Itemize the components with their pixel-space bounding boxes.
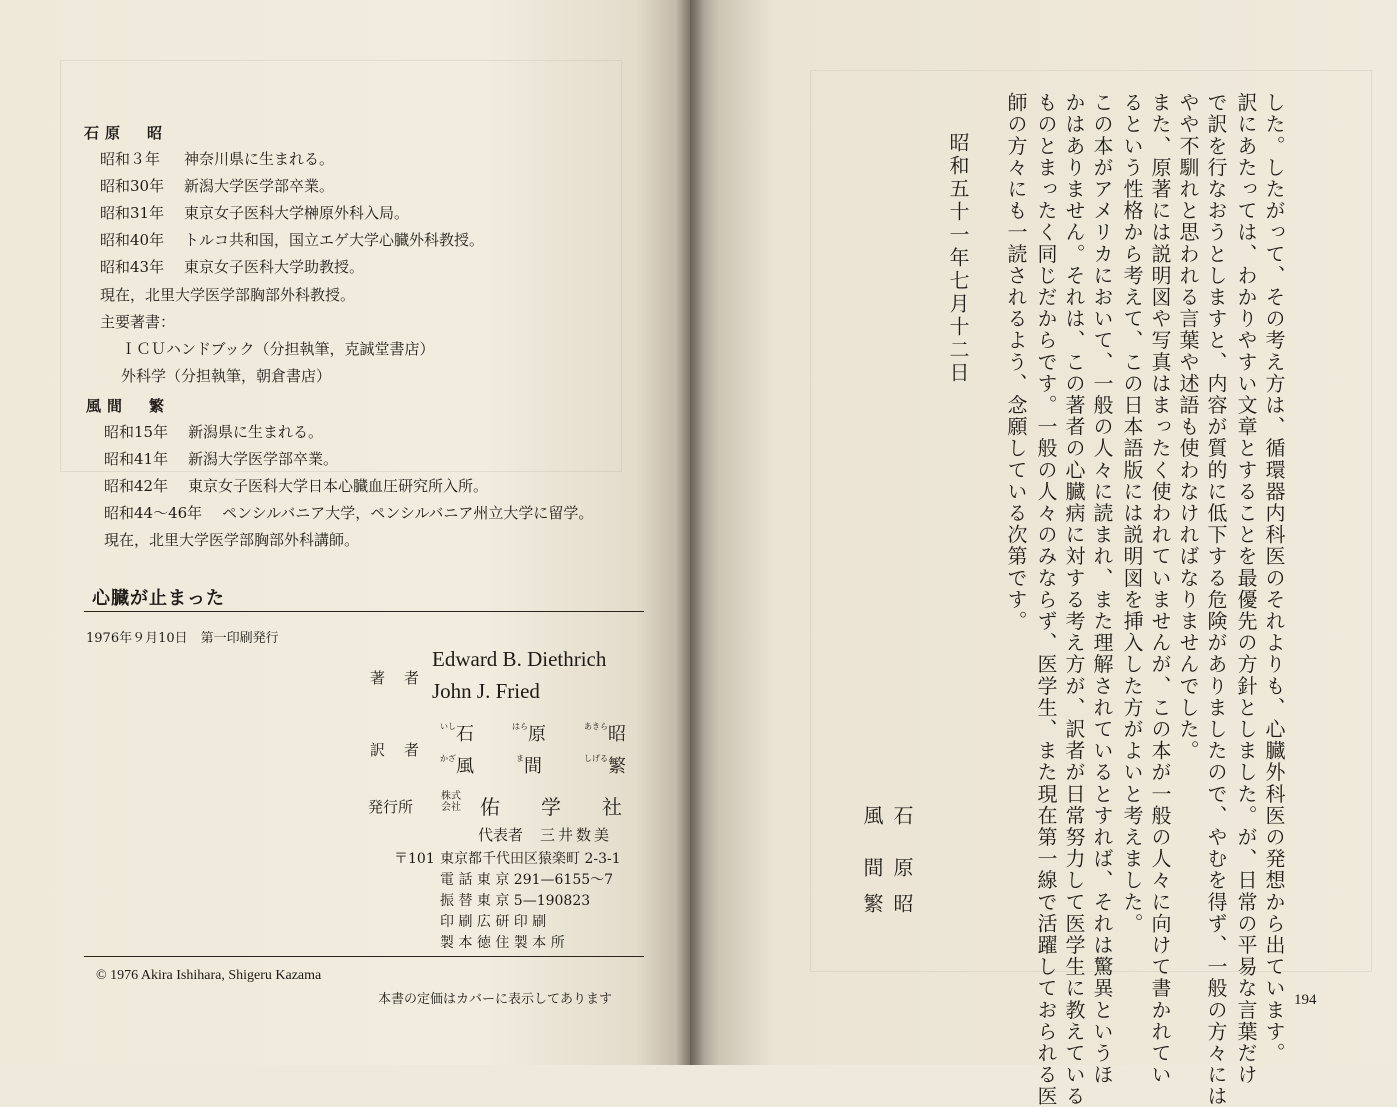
text-column: ものとまったく同じだからです。一般の人々のみならず、医学生、また現在第一線で活躍しておられる医: [1034, 92, 1058, 1107]
text-column: やや不馴れと思われる言葉や述語も使わなければなりませんでした。: [1176, 92, 1200, 762]
representative-name: 三井数美: [540, 826, 613, 844]
address-line: 東京都千代田区猿楽町 2-3-1: [440, 851, 621, 867]
representative-label: 代表者: [478, 826, 524, 844]
text-column: 師の方々にも一読されるよう、念願している次第です。: [1004, 92, 1028, 632]
page-number: 194: [1294, 992, 1317, 1008]
signature-given: 昭: [890, 893, 914, 915]
bio-entry: 昭和42年 東京女子医科大学日本心臓血圧研究所入所。: [104, 477, 489, 495]
signature-surname: 石 原: [890, 805, 914, 883]
author-name: Edward B. Diethrich: [432, 647, 607, 671]
translator-label: 訳 者: [370, 741, 422, 759]
text-column: 訳にあたっては、わかりやすい文章とすることを最優先の方針としました。が、日常の平易な言葉だけ: [1234, 92, 1258, 1086]
text-column: この本がアメリカにおいて、一般の人々に読まれ、また理解されているとすれば、それは驚異というほ: [1090, 92, 1114, 1086]
bio-entry: 主要著書：: [100, 313, 176, 331]
bio-entry: 昭和15年 新潟県に生まれる。: [104, 423, 324, 441]
bio-entry: 昭和31年 東京女子医科大学榊原外科入局。: [100, 204, 410, 222]
publisher-label: 発行所: [368, 798, 414, 816]
bio-entry: 昭和44〜46年 ペンシルバニア大学，ペンシルバニア州立大学に留学。: [104, 504, 594, 522]
divider: [84, 956, 644, 957]
signature-given: 繁: [860, 893, 884, 915]
divider: [84, 611, 644, 612]
bio-entry: 外科学（分担執筆，朝倉書店）: [106, 367, 332, 385]
address-line: 製 本 徳 住 製 本 所: [440, 935, 565, 951]
text-column: した。したがって、その考え方は、循環器内科医のそれよりも、心臓外科医の発想から出ています。: [1262, 92, 1286, 1064]
text-column: るという性格から考えて、この日本語版には説明図を挿入した方がよいと考えました。: [1120, 92, 1144, 935]
bio-entry: 昭和41年 新潟大学医学部卒業。: [104, 450, 339, 468]
book-gutter: [676, 0, 704, 1065]
translator-name: $^{かざ}$風 $^ま$間 $^{しげる}$繁: [440, 754, 626, 777]
address-line: 電 話 東 京 291—6155〜7: [440, 872, 614, 888]
bio-entry: 昭和40年 トルコ共和国，国立エゲ大学心臓外科教授。: [100, 231, 485, 249]
signature-surname: 風 間: [860, 805, 884, 883]
text-column: かはありません。それは、この著者の心臓病に対する考え方が、訳者が日常努力して医学生に教えている: [1062, 92, 1086, 1107]
address-line: 振 替 東 京 5—190823: [440, 893, 591, 909]
bio-name-ishihara: 石原 昭: [84, 124, 169, 142]
bio-entry: ＩＣＵハンドブック（分担執筆，克誠堂書店）: [106, 340, 435, 358]
bio-entry: 昭和30年 新潟大学医学部卒業。: [100, 177, 335, 195]
postal-code: 〒101: [394, 851, 435, 867]
kabushiki-kaisha: 株式会社: [441, 791, 461, 813]
publisher-name: 佑 学 社: [480, 795, 622, 819]
bio-name-kazama: 風間 繁: [86, 397, 171, 415]
bio-entry: 昭和３年 神奈川県に生まれる。: [100, 150, 335, 168]
text-column: また、原著には説明図や写真はまったく使われていませんが、この本が一般の人々に向けて書かれてい: [1148, 92, 1172, 1086]
print-date: 1976年９月10日 第一印刷発行: [86, 631, 279, 646]
book-title: 心臓が止まった: [92, 588, 225, 609]
bio-entry: 昭和43年 東京女子医科大学助教授。: [100, 258, 365, 276]
copyright: © 1976 Akira Ishihara, Shigeru Kazama: [96, 968, 322, 983]
left-page: [0, 0, 690, 1065]
text-column: で訳を行なおうとしますと、内容が質的に低下する危険がありましたので、やむを得ず、一般の方々には: [1204, 92, 1228, 1107]
address-line: 印 刷 広 研 印 刷: [440, 914, 547, 930]
closing-date: 昭和五十一年七月十二日: [946, 132, 970, 385]
author-name: John J. Fried: [432, 679, 540, 703]
price-note: 本書の定価はカバーに表示してあります: [378, 992, 613, 1007]
bio-entry: 現在，北里大学医学部胸部外科教授。: [100, 286, 356, 304]
bio-entry: 現在，北里大学医学部胸部外科講師。: [104, 531, 360, 549]
translator-name: $^{いし}$石 $^{はら}$原 $^{あきら}$昭: [440, 722, 626, 745]
author-label: 著 者: [370, 669, 422, 687]
